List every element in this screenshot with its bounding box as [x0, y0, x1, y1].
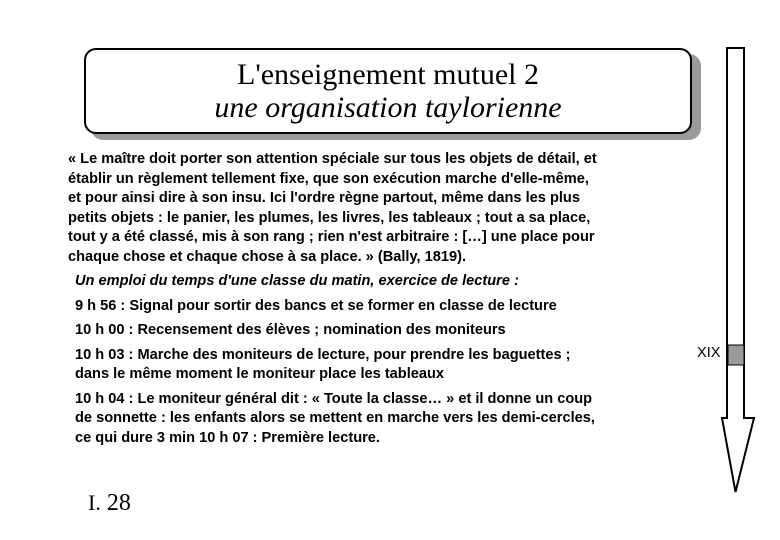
schedule-entry-line: 10 h 03 : Marche des moniteurs de lecture, pour prendre les baguettes ; — [75, 346, 571, 363]
schedule-entry — [68, 346, 730, 385]
page-number — [88, 489, 131, 517]
timeline-marker — [728, 345, 744, 365]
schedule-entry-continuation: ce qui dure 3 min 10 h 07 : Première lecture. — [75, 429, 380, 446]
schedule-entry — [68, 297, 730, 317]
slide-subtitle: une organisation taylorienne — [214, 91, 562, 124]
quote-line: chaque chose et chaque chose à sa place. » (Bally, 1819). — [68, 248, 466, 265]
timeline-arrow-shape — [722, 48, 754, 492]
quote-line: tout y a été classé, mis à son rang ; rien n'est arbitraire : […] une place pour — [68, 229, 595, 245]
quote-paragraph — [68, 150, 730, 267]
title-box — [84, 48, 692, 134]
quote-line: « Le maître doit porter son attention spéciale sur tous les objets de détail, et — [68, 151, 597, 167]
timeline-label: XIX — [697, 345, 721, 361]
timeline-arrow — [720, 46, 756, 494]
schedule-entry-line: 9 h 56 : Signal pour sortir des bancs et se former en classe de lecture — [75, 297, 557, 314]
schedule-entry-continuation: de sonnette : les enfants alors se mettent en marche vers les demi-cercles, — [75, 410, 595, 426]
schedule-entry-continuation: dans le même moment le moniteur place les tableaux — [75, 366, 445, 382]
page-number-value: 28 — [106, 490, 131, 516]
schedule-entry — [68, 390, 730, 449]
schedule-heading: Un emploi du temps d'une classe du matin, exercice de lecture : — [75, 273, 519, 289]
quote-line: et pour ainsi dire à son insu. Ici l'ordre règne partout, même dans les plus — [68, 190, 580, 206]
schedule-entry-line: 10 h 00 : Recensement des élèves ; nomination des moniteurs — [75, 322, 506, 338]
page-number-prefix: I. — [88, 490, 101, 515]
schedule-entry-line: 10 h 04 : Le moniteur général dit : « Toute la classe… » et il donne un coup — [75, 390, 593, 407]
slide-title: L'enseignement mutuel 2 — [237, 58, 539, 91]
quote-line: établir un règlement tellement fixe, que son exécution marche d'elle-même, — [68, 170, 589, 187]
slide-body — [68, 150, 730, 448]
schedule-entry — [68, 321, 730, 341]
quote-line: petits objets : le panier, les plumes, les livres, les tableaux ; tout a sa place, — [68, 209, 591, 226]
